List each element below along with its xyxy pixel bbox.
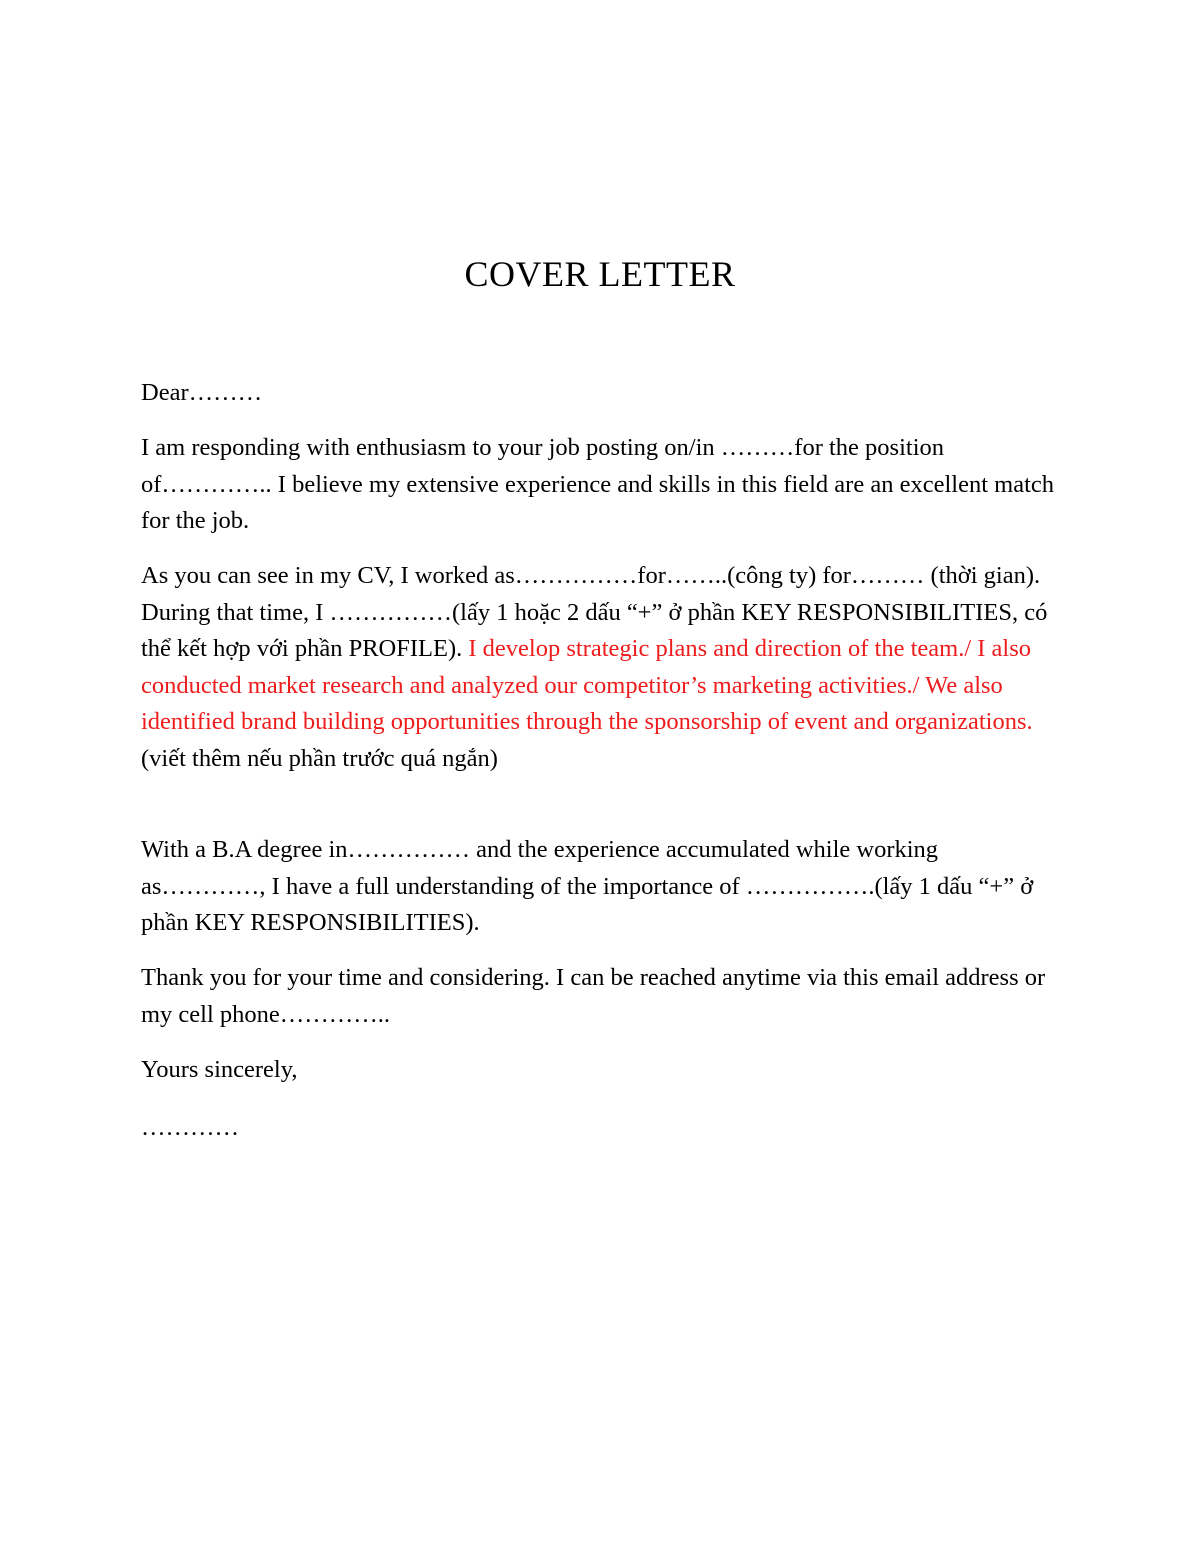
experience-example-text: I develop strategic plans and direction of the team./ I also conducted market research and analyzed our competitor’s marketing activities./ We also identified brand building opportunities through the sponsorship of event and organizations. — [141, 635, 1033, 735]
experience-note-text: (viết thêm nếu phần trước quá ngắn) — [141, 744, 498, 772]
closing: Yours sincerely, — [141, 1056, 298, 1083]
salutation: Dear……… — [141, 379, 263, 406]
paragraph-degree: With a B.A degree in…………… and the experience accumulated while working as…………, I have a full understanding of the importance of …………….(lấy 1 dấu “+” ở phần KEY RESPONSIBILITIES). — [141, 836, 1034, 936]
document-title: COVER LETTER — [464, 254, 736, 294]
paragraph-experience — [141, 558, 1066, 777]
paragraph-intro: I am responding with enthusiasm to your job posting on/in ………for the position of………….. I believe my extensive experience and skills in this field are an excellent match for the job. — [141, 434, 1054, 534]
paragraph-thanks: Thank you for your time and considering. I can be reached anytime via this email address or my cell phone………….. — [141, 964, 1046, 1028]
signature: ………… — [141, 1114, 239, 1141]
experience-text: As you can see in my CV, I worked as……………for……..(công ty) for……… (thời gian). During that time, I ……………(lấy 1 hoặc 2 dấu “+” ở phần KEY RESPONSIBILITIES, có thể kết hợp với phần PROFILE). — [141, 562, 1048, 662]
